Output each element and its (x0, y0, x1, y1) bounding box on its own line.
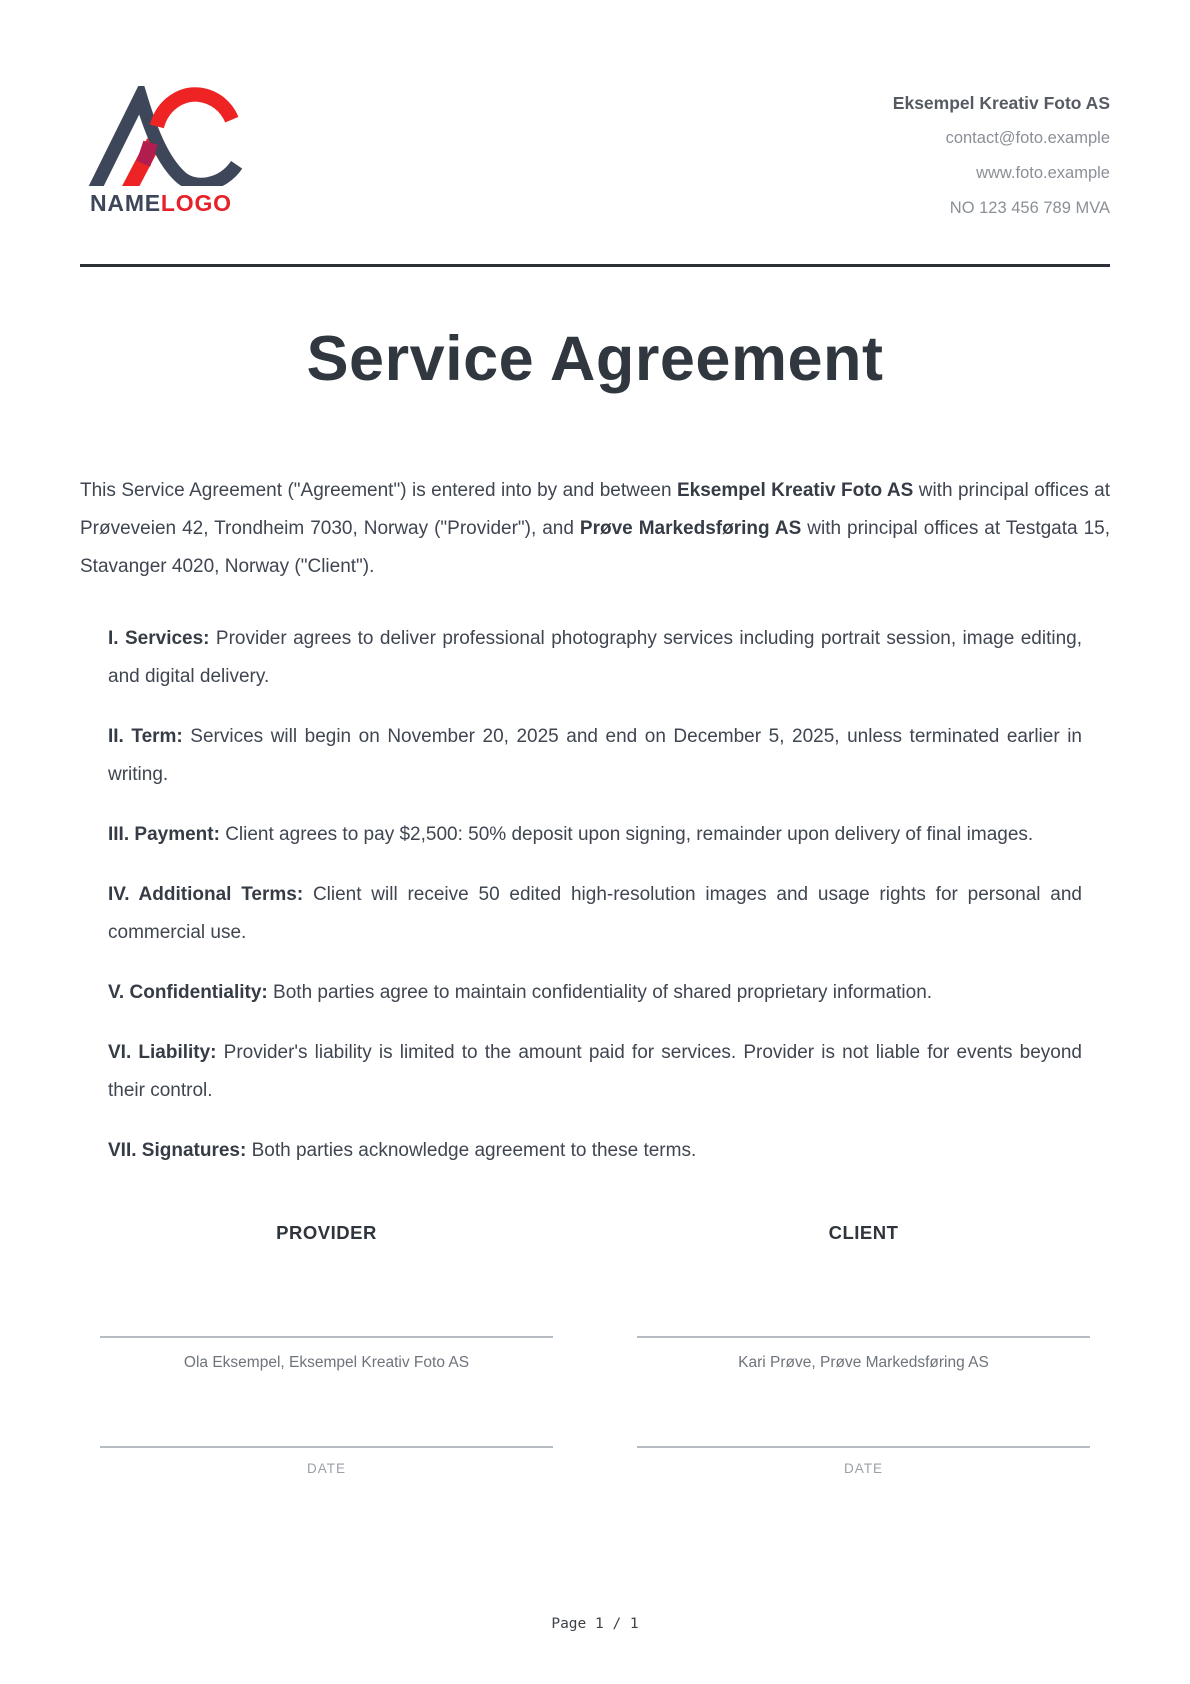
company-info (893, 86, 1110, 226)
company-email: contact@foto.example (945, 129, 1110, 147)
client-signatory-name: Kari Prøve, Prøve Markedsføring AS (738, 1354, 989, 1372)
logo-wordmark-name: NAME (90, 190, 161, 216)
company-name: Eksempel Kreativ Foto AS (892, 93, 1110, 113)
company-website: www.foto.example (976, 164, 1110, 182)
section-payment (108, 816, 1082, 854)
client-signature-line (637, 1336, 1090, 1338)
client-heading: CLIENT (828, 1222, 899, 1244)
client-date-line (637, 1446, 1090, 1448)
section-confidentiality-label: V. Confidentiality: (108, 982, 268, 1004)
client-date-label: DATE (843, 1461, 883, 1477)
section-payment-text: Client agrees to pay $2,500: 50% deposit upon signing, remainder upon delivery of final images. (219, 824, 1034, 846)
section-liability-label: VI. Liability: (108, 1042, 217, 1064)
section-term-label: II. Term: (108, 726, 183, 748)
provider-signature-line (100, 1336, 553, 1338)
provider-signatory-name: Ola Eksempel, Eksempel Kreativ Foto AS (183, 1354, 470, 1372)
company-vat-number: NO 123 456 789 MVA (949, 199, 1110, 217)
provider-date-line (100, 1446, 553, 1448)
provider-date-label: DATE (306, 1461, 346, 1477)
section-services (108, 620, 1082, 696)
intro-paragraph (80, 472, 1110, 586)
section-services-label: I. Services: (108, 628, 210, 650)
header-divider (80, 264, 1110, 267)
logo-wordmark-logo: LOGO (160, 190, 232, 216)
section-services-text: Provider agrees to deliver professional photography services including portrait session, image editing, and digital delivery. (108, 628, 1082, 688)
section-additional-terms-text: Client will receive 50 edited high-resolution images and usage rights for personal and commercial use. (108, 884, 1082, 944)
section-signatures-text: Both parties acknowledge agreement to these terms. (246, 1140, 697, 1162)
intro-text-1: This Service Agreement ("Agreement") is entered into by and between (80, 480, 677, 502)
logo (80, 86, 310, 217)
section-payment-label: III. Payment: (108, 824, 220, 846)
section-confidentiality-text: Both parties agree to maintain confidentiality of shared proprietary information. (267, 982, 933, 1004)
section-liability-text: Provider's liability is limited to the amount paid for services. Provider is not liable for events beyond their control. (108, 1042, 1082, 1102)
provider-signature-block (100, 1222, 553, 1476)
section-signatures-label: VII. Signatures: (108, 1140, 247, 1162)
client-signature-block (637, 1222, 1090, 1476)
section-confidentiality (108, 974, 1082, 1012)
logo-wordmark (90, 190, 310, 217)
section-additional-terms-label: IV. Additional Terms: (108, 884, 304, 906)
page-header (0, 0, 1190, 226)
section-signatures (108, 1132, 1082, 1170)
section-additional-terms (108, 876, 1082, 952)
section-term-text: Services will begin on November 20, 2025 and end on December 5, 2025, unless terminated earlier in writing. (108, 726, 1082, 786)
section-term (108, 718, 1082, 794)
page-title: Service Agreement (306, 324, 884, 394)
intro-text-2: with principal offices at Prøveveien 42, Trondheim 7030, Norway ("Provider"), and (80, 480, 1111, 540)
signature-area (100, 1222, 1090, 1476)
intro-text-3: with principal offices at Testgata 15, Stavanger 4020, Norway ("Client"). (80, 518, 1110, 578)
contract-sections (108, 586, 1082, 1170)
intro-client-name: Prøve Markedsføring AS (579, 518, 802, 540)
page-number: Page 1 / 1 (551, 1616, 639, 1632)
section-liability (108, 1034, 1082, 1110)
logo-ac-monogram-icon (86, 86, 246, 186)
intro-provider-name: Eksempel Kreativ Foto AS (677, 480, 914, 502)
provider-heading: PROVIDER (276, 1222, 377, 1244)
